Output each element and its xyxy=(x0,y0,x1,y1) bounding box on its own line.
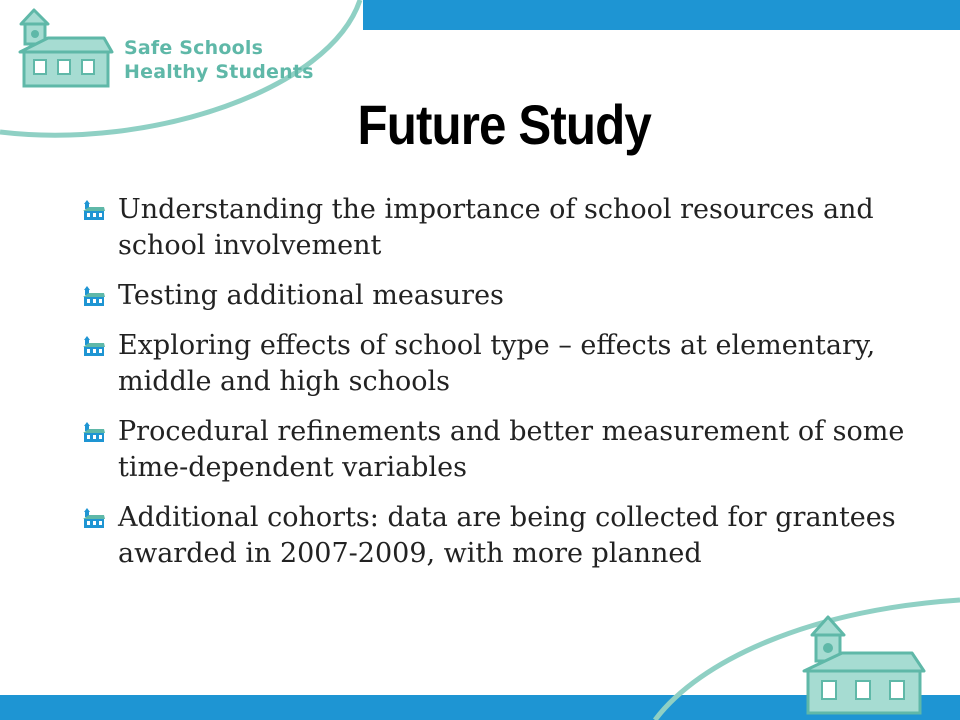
slide-title: Future Study xyxy=(357,93,651,156)
logo-line-2: Healthy Students xyxy=(124,61,314,83)
schoolhouse-large-icon xyxy=(800,615,930,715)
bullet-item xyxy=(82,414,922,486)
schoolhouse-bullet-icon xyxy=(82,285,106,307)
bullet-text: Exploring effects of school type – effects at elementary, middle and high schools xyxy=(118,330,876,397)
bullet-item xyxy=(82,278,922,314)
schoolhouse-bullet-icon xyxy=(82,335,106,357)
bullet-list xyxy=(82,192,922,586)
bullet-text: Procedural refinements and better measurement of some time-dependent variables xyxy=(118,416,905,483)
bullet-item xyxy=(82,328,922,400)
bullet-text: Testing additional measures xyxy=(118,280,504,311)
schoolhouse-bullet-icon xyxy=(82,421,106,443)
schoolhouse-bullet-icon xyxy=(82,507,106,529)
logo-line-1: Safe Schools xyxy=(124,37,264,59)
bullet-text: Additional cohorts: data are being collected for grantees awarded in 2007-2009, with more planned xyxy=(118,502,896,569)
logo xyxy=(18,8,314,98)
logo-text xyxy=(124,36,314,84)
bullet-item xyxy=(82,192,922,264)
schoolhouse-icon xyxy=(18,8,114,90)
bullet-text: Understanding the importance of school resources and school involvement xyxy=(118,194,874,261)
bullet-item xyxy=(82,500,922,572)
schoolhouse-bullet-icon xyxy=(82,199,106,221)
